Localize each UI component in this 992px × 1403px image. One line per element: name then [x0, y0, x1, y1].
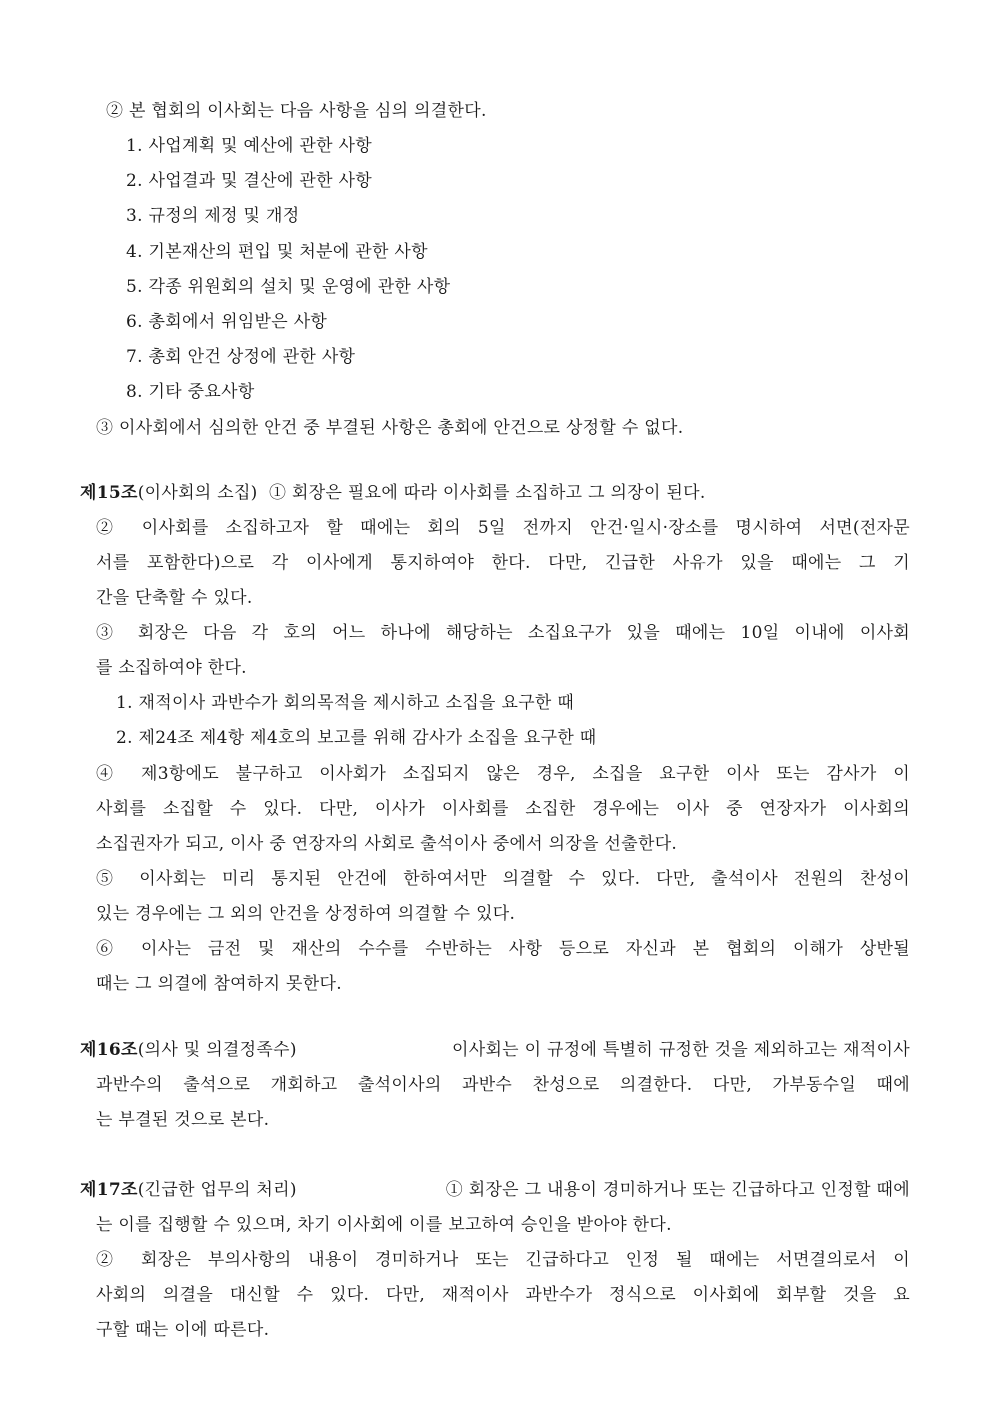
- art15-p3-line-1: ③ 회장은 다음 각 호의 어느 하나에 해당하는 소집요구가 있을 때에는 10일 이내에 이사회: [96, 623, 910, 643]
- art15-number: 제15조: [80, 483, 138, 503]
- art14-p2-item-7: 7. 총회 안건 상정에 관한 사항: [126, 347, 356, 367]
- art15-p3-line-2: 를 소집하여야 한다.: [96, 658, 247, 678]
- art14-p2-item-2: 2. 사업결과 및 결산에 관한 사항: [126, 171, 373, 191]
- art14-p2-item-1: 1. 사업계획 및 예산에 관한 사항: [126, 136, 373, 156]
- art14-p2-item-8: 8. 기타 중요사항: [126, 382, 255, 402]
- art15-p4-line-3: 소집권자가 되고, 이사 중 연장자의 사회로 출석이사 중에서 의장을 선출한다.: [96, 834, 678, 854]
- art15-p2-line-3: 간을 단축할 수 있다.: [96, 588, 253, 608]
- art15-p1: ① 회장은 필요에 따라 이사회를 소집하고 그 의장이 된다.: [269, 483, 706, 503]
- art17-p1-line-1: ① 회장은 그 내용이 경미하거나 또는 긴급하다고 인정할 때에: [445, 1180, 910, 1200]
- art15-heading: [80, 481, 706, 505]
- art17-heading: [80, 1178, 910, 1202]
- art15-p3-item-1: 1. 재적이사 과반수가 회의목적을 제시하고 소집을 요구한 때: [116, 693, 575, 713]
- art17-p2-line-1: ② 회장은 부의사항의 내용이 경미하거나 또는 긴급하다고 인정 될 때에는 서면결의로서 이: [96, 1250, 910, 1270]
- art17-p1-line-2: 는 이를 집행할 수 있으며, 차기 이사회에 이를 보고하여 승인을 받아야 한다.: [96, 1215, 672, 1235]
- art17-p2-line-3: 구할 때는 이에 따른다.: [96, 1320, 270, 1340]
- art16-number: 제16조: [80, 1040, 138, 1060]
- art16-line-2: 과반수의 출석으로 개회하고 출석이사의 과반수 찬성으로 의결한다. 다만, 가부동수일 때에: [96, 1075, 910, 1095]
- art16-heading: [80, 1038, 910, 1062]
- art16-title: (의사 및 의결정족수): [137, 1040, 297, 1060]
- art15-p5-line-1: ⑤ 이사회는 미리 통지된 안건에 한하여서만 의결할 수 있다. 다만, 출석이사 전원의 찬성이: [96, 869, 910, 889]
- art16-line-1: 이사회는 이 규정에 특별히 규정한 것을 제외하고는 재적이사: [452, 1040, 910, 1060]
- art15-p5-line-2: 있는 경우에는 그 외의 안건을 상정하여 의결할 수 있다.: [96, 904, 516, 924]
- art15-title: (이사회의 소집): [137, 483, 258, 503]
- art15-p4-line-1: ④ 제3항에도 불구하고 이사회가 소집되지 않은 경우, 소집을 요구한 이사 또는 감사가 이: [96, 764, 910, 784]
- art14-p3: ③ 이사회에서 심의한 안건 중 부결된 사항은 총회에 안건으로 상정할 수 없다.: [96, 418, 684, 438]
- art14-p2-item-5: 5. 각종 위원회의 설치 및 운영에 관한 사항: [126, 277, 451, 297]
- art17-p2-line-2: 사회의 의결을 대신할 수 있다. 다만, 재적이사 과반수가 정식으로 이사회에 회부할 것을 요: [96, 1285, 910, 1305]
- art15-p4-line-2: 사회를 소집할 수 있다. 다만, 이사가 이사회를 소집한 경우에는 이사 중 연장자가 이사회의: [96, 799, 910, 819]
- art14-p2-intro: ② 본 협회의 이사회는 다음 사항을 심의 의결한다.: [106, 101, 487, 121]
- art15-p3-item-2: 2. 제24조 제4항 제4호의 보고를 위해 감사가 소집을 요구한 때: [116, 728, 597, 748]
- art14-p2-item-3: 3. 규정의 제정 및 개정: [126, 206, 300, 226]
- art17-title: (긴급한 업무의 처리): [137, 1180, 297, 1200]
- art14-p2-item-4: 4. 기본재산의 편입 및 처분에 관한 사항: [126, 242, 428, 262]
- art14-p2-item-6: 6. 총회에서 위임받은 사항: [126, 312, 328, 332]
- art16-line-3: 는 부결된 것으로 본다.: [96, 1110, 270, 1130]
- art15-p6-line-2: 때는 그 의결에 참여하지 못한다.: [96, 974, 342, 994]
- art15-p2-line-1: ② 이사회를 소집하고자 할 때에는 회의 5일 전까지 안건·일시·장소를 명시하여 서면(전자문: [96, 518, 910, 538]
- art15-p6-line-1: ⑥ 이사는 금전 및 재산의 수수를 수반하는 사항 등으로 자신과 본 협회의 이해가 상반될: [96, 939, 910, 959]
- art17-number: 제17조: [80, 1180, 138, 1200]
- art15-p2-line-2: 서를 포함한다)으로 각 이사에게 통지하여야 한다. 다만, 긴급한 사유가 있을 때에는 그 기: [96, 553, 910, 573]
